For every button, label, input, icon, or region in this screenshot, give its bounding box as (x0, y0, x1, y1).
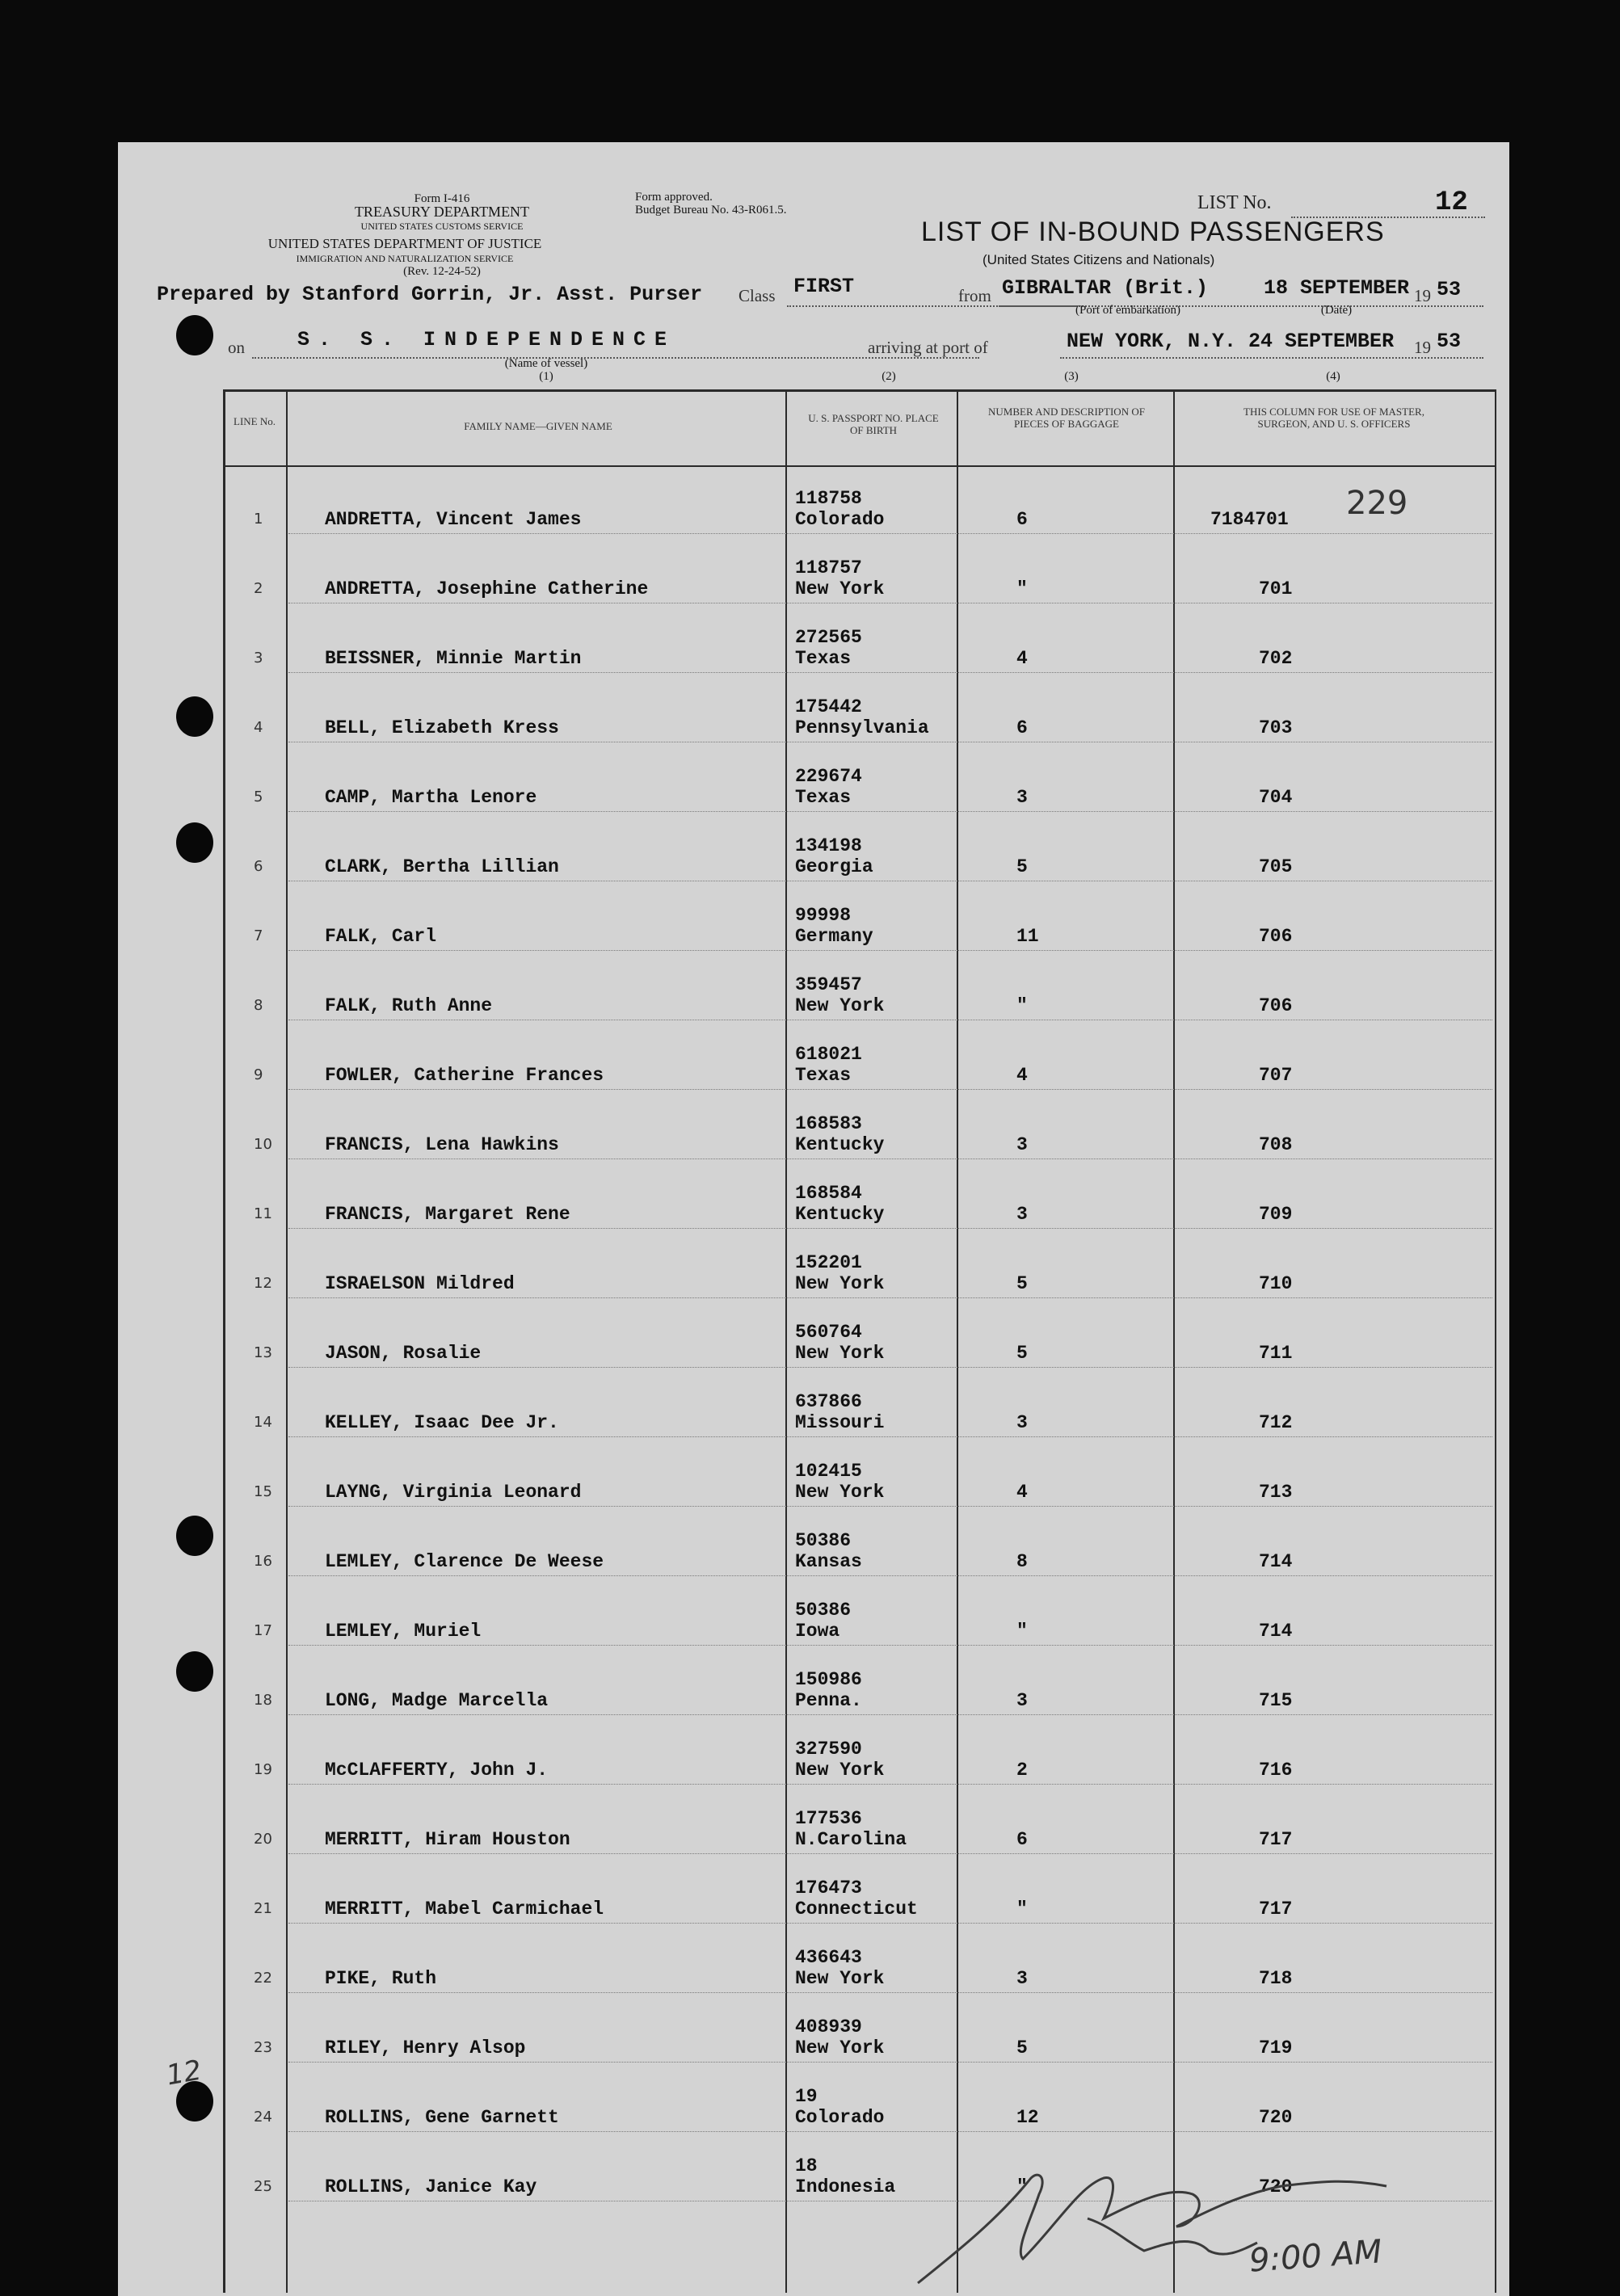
passenger-name: ANDRETTA, Josephine Catherine (325, 578, 649, 599)
passport-number: 168583 (795, 1113, 862, 1134)
row-separator (288, 1714, 1492, 1715)
form-revision: (Rev. 12-24-52) (403, 265, 481, 278)
line-number: 15 (254, 1483, 272, 1500)
place-of-birth: New York (795, 995, 885, 1016)
table-row (118, 475, 1509, 545)
baggage-count: " (1016, 1899, 1028, 1920)
passenger-name: FRANCIS, Margaret Rene (325, 1204, 570, 1225)
baggage-header: NUMBER AND DESCRIPTION OF PIECES OF BAGGAGE (988, 406, 1145, 430)
table-row (118, 961, 1509, 1031)
table-row (118, 892, 1509, 961)
baggage-count: " (1016, 995, 1028, 1016)
officer-number: 711 (1259, 1343, 1293, 1364)
table-row (118, 614, 1509, 683)
table-row (118, 1378, 1509, 1448)
passport-birth-header: U. S. PASSPORT NO. PLACE OF BIRTH (808, 412, 939, 436)
line-number: 14 (254, 1414, 272, 1431)
passport-number: 175442 (795, 696, 862, 717)
row-separator (288, 1645, 1492, 1646)
passport-number: 560764 (795, 1322, 862, 1343)
place-of-birth: Germany (795, 926, 873, 947)
place-of-birth: Iowa (795, 1621, 840, 1642)
table-row (118, 822, 1509, 892)
line-number: 17 (254, 1622, 272, 1639)
officer-number: 707 (1259, 1065, 1293, 1086)
baggage-count: 12 (1016, 2107, 1039, 2128)
table-row (118, 753, 1509, 822)
passenger-name: LONG, Madge Marcella (325, 1690, 549, 1711)
baggage-count: 3 (1016, 787, 1028, 808)
table-row (118, 1795, 1509, 1865)
passport-number: 102415 (795, 1461, 862, 1482)
line-number: 6 (254, 858, 263, 875)
officer-number: 714 (1259, 1621, 1293, 1642)
line-number: 9 (254, 1066, 263, 1083)
passenger-name: MERRITT, Hiram Houston (325, 1829, 570, 1850)
passport-number: 177536 (795, 1808, 862, 1829)
passport-number: 168584 (795, 1183, 862, 1204)
officer-number: 704 (1259, 787, 1293, 808)
table-row (118, 1239, 1509, 1309)
embarkation-port: GIBRALTAR (Brit.) (1002, 276, 1209, 300)
passenger-name: ROLLINS, Janice Kay (325, 2176, 537, 2197)
place-of-birth: Georgia (795, 856, 873, 877)
line-number: 13 (254, 1344, 272, 1361)
place-of-birth: New York (795, 2037, 885, 2058)
passport-number: 150986 (795, 1669, 862, 1690)
row-separator (288, 1089, 1492, 1090)
table-row (118, 1934, 1509, 2004)
passenger-name: LEMLEY, Clarence De Weese (325, 1551, 604, 1572)
passenger-name: RILEY, Henry Alsop (325, 2037, 526, 2058)
officer-number: 706 (1259, 995, 1293, 1016)
list-no-label: LIST No. (1197, 192, 1272, 213)
baggage-count: 2 (1016, 1760, 1028, 1781)
form-approved: Form approved. (635, 191, 713, 204)
line-number: 22 (254, 1970, 272, 1987)
punch-hole (176, 315, 213, 355)
column-2-caption: (2) (882, 370, 896, 383)
place-of-birth: New York (795, 1968, 885, 1989)
row-separator (288, 2062, 1492, 2063)
officer-number: 7184701 (1210, 509, 1289, 530)
table-row (118, 1726, 1509, 1795)
table-row (118, 1587, 1509, 1656)
baggage-count: 3 (1016, 1204, 1028, 1225)
line-number: 7 (254, 927, 263, 944)
passport-number: 19 (795, 2086, 818, 2107)
vessel-caption: (Name of vessel) (504, 357, 588, 370)
passport-number: 50386 (795, 1530, 852, 1551)
handwritten-time-note: 9:00 AM (1248, 2233, 1383, 2280)
officer-number: 703 (1259, 717, 1293, 738)
place-of-birth: Kentucky (795, 1204, 885, 1225)
line-number: 19 (254, 1761, 272, 1778)
line-number: 10 (254, 1136, 272, 1153)
officer-number: 715 (1259, 1690, 1293, 1711)
line-number: 1 (254, 511, 263, 528)
officer-number: 702 (1259, 648, 1293, 669)
place-of-birth: Texas (795, 787, 852, 808)
passenger-name: FALK, Carl (325, 926, 437, 947)
passport-number: 118757 (795, 557, 862, 578)
passenger-name: FOWLER, Catherine Frances (325, 1065, 604, 1086)
class-label: Class (738, 286, 776, 305)
place-of-birth: N.Carolina (795, 1829, 907, 1850)
column-1-caption: (1) (539, 370, 553, 383)
table-row (118, 1517, 1509, 1587)
from-label: from (958, 286, 991, 305)
line-number: 3 (254, 650, 263, 667)
table-row (118, 1656, 1509, 1726)
passport-number: 436643 (795, 1947, 862, 1968)
department-of-justice: UNITED STATES DEPARTMENT OF JUSTICE (267, 236, 542, 251)
officer-number: 720 (1259, 2176, 1293, 2197)
baggage-count: 3 (1016, 1968, 1028, 1989)
officer-number: 713 (1259, 1482, 1293, 1503)
officer-number: 717 (1259, 1829, 1293, 1850)
passport-number: 152201 (795, 1252, 862, 1273)
officer-number: 708 (1259, 1134, 1293, 1155)
place-of-birth: Indonesia (795, 2176, 896, 2197)
budget-bureau: Budget Bureau No. 43-R061.5. (635, 204, 787, 217)
passenger-name: CAMP, Martha Lenore (325, 787, 537, 808)
row-separator (288, 1992, 1492, 1993)
line-number: 23 (254, 2039, 272, 2056)
line-number: 4 (254, 719, 263, 736)
passenger-name: BEISSNER, Minnie Martin (325, 648, 582, 669)
passenger-name: ANDRETTA, Vincent James (325, 509, 582, 530)
officer-number: 716 (1259, 1760, 1293, 1781)
table-row (118, 1448, 1509, 1517)
manifest-subtitle: (United States Citizens and Nationals) (983, 252, 1215, 267)
arriving-label: arriving at port of (868, 338, 988, 357)
passenger-name: MERRITT, Mabel Carmichael (325, 1899, 604, 1920)
place-of-birth: Texas (795, 648, 852, 669)
arrival-year-suffix: 53 (1437, 330, 1462, 353)
handwritten-stamp-number: 229 (1346, 485, 1408, 522)
table-row (118, 1309, 1509, 1378)
line-number: 16 (254, 1553, 272, 1570)
handwritten-margin-number: 12 (163, 2054, 204, 2092)
prepared-by: Prepared by Stanford Gorrin, Jr. Asst. Purser (157, 283, 703, 306)
baggage-count: 3 (1016, 1412, 1028, 1433)
table-row (118, 1865, 1509, 1934)
place-of-birth: Texas (795, 1065, 852, 1086)
baggage-count: 5 (1016, 1273, 1028, 1294)
row-separator (288, 1297, 1492, 1298)
place-of-birth: Penna. (795, 1690, 862, 1711)
row-separator (288, 1228, 1492, 1229)
row-separator (288, 1575, 1492, 1576)
officer-number: 705 (1259, 856, 1293, 877)
naturalization-service: IMMIGRATION AND NATURALIZATION SERVICE (296, 253, 514, 264)
passenger-name: JASON, Rosalie (325, 1343, 482, 1364)
row-separator (288, 1853, 1492, 1854)
table-row (118, 683, 1509, 753)
table-row (118, 1100, 1509, 1170)
officer-signature (902, 2130, 1467, 2291)
place-of-birth: Pennsylvania (795, 717, 929, 738)
baggage-count: 4 (1016, 648, 1028, 669)
form-number: Form I-416 (414, 192, 470, 205)
column-4-caption: (4) (1326, 370, 1340, 383)
officer-number: 720 (1259, 2107, 1293, 2128)
line-number: 2 (254, 580, 263, 597)
baggage-count: 5 (1016, 2037, 1028, 2058)
line-number: 12 (254, 1275, 272, 1292)
officer-number: 717 (1259, 1899, 1293, 1920)
passport-number: 327590 (795, 1739, 862, 1760)
column-3-caption: (3) (1064, 370, 1079, 383)
officers-header: THIS COLUMN FOR USE OF MASTER, SURGEON, AND U. S. OFFICERS (1243, 406, 1424, 430)
table-row (118, 1031, 1509, 1100)
passport-number: 637866 (795, 1391, 862, 1412)
officer-number: 710 (1259, 1273, 1293, 1294)
baggage-count: " (1016, 2176, 1028, 2197)
departure-date: 18 SEPTEMBER (1264, 276, 1410, 300)
baggage-count: 11 (1016, 926, 1039, 947)
arrival-year-prefix: 19 (1414, 338, 1431, 357)
list-number: 12 (1435, 187, 1468, 218)
vessel-name: S. S. INDEPENDENCE (297, 328, 676, 351)
place-of-birth: Colorado (795, 2107, 885, 2128)
manifest-title: LIST OF IN-BOUND PASSENGERS (921, 217, 1385, 247)
officer-number: 706 (1259, 926, 1293, 947)
officer-number: 712 (1259, 1412, 1293, 1433)
passenger-name: McCLAFFERTY, John J. (325, 1760, 549, 1781)
line-number: 20 (254, 1831, 272, 1848)
passport-number: 50386 (795, 1600, 852, 1621)
class-value: FIRST (793, 275, 855, 298)
passport-number: 408939 (795, 2016, 862, 2037)
family-name-header: FAMILY NAME—GIVEN NAME (464, 420, 612, 432)
year-suffix: 53 (1437, 278, 1462, 301)
baggage-count: 6 (1016, 509, 1028, 530)
line-number: 11 (254, 1205, 272, 1222)
place-of-birth: New York (795, 578, 885, 599)
row-separator (288, 1923, 1492, 1924)
baggage-count: 5 (1016, 856, 1028, 877)
line-number: 8 (254, 997, 263, 1014)
passenger-name: KELLEY, Isaac Dee Jr. (325, 1412, 559, 1433)
baggage-count: 3 (1016, 1690, 1028, 1711)
officer-number: 714 (1259, 1551, 1293, 1572)
row-separator (288, 1367, 1492, 1368)
arrival-port-date: NEW YORK, N.Y. 24 SEPTEMBER (1067, 330, 1395, 353)
passenger-name: BELL, Elizabeth Kress (325, 717, 559, 738)
passport-number: 18 (795, 2155, 818, 2176)
place-of-birth: New York (795, 1482, 885, 1503)
row-separator (288, 1784, 1492, 1785)
passenger-manifest-page (118, 142, 1509, 2296)
officer-number: 709 (1259, 1204, 1293, 1225)
passport-number: 229674 (795, 766, 862, 787)
passenger-name: ROLLINS, Gene Garnett (325, 2107, 559, 2128)
officer-number: 719 (1259, 2037, 1293, 2058)
table-row (118, 2004, 1509, 2073)
place-of-birth: Kansas (795, 1551, 862, 1572)
passenger-name: FALK, Ruth Anne (325, 995, 493, 1016)
line-number: 24 (254, 2109, 272, 2126)
table-header-rule (223, 465, 1496, 467)
row-separator (288, 533, 1492, 534)
passenger-name: LEMLEY, Muriel (325, 1621, 482, 1642)
year-prefix: 19 (1414, 286, 1431, 305)
place-of-birth: New York (795, 1273, 885, 1294)
line-number: 21 (254, 1900, 272, 1917)
table-row (118, 545, 1509, 614)
date-caption: (Date) (1320, 304, 1353, 317)
passport-number: 99998 (795, 905, 852, 926)
baggage-count: 3 (1016, 1134, 1028, 1155)
table-top-rule (223, 389, 1496, 392)
row-separator (288, 672, 1492, 673)
baggage-count: " (1016, 578, 1028, 599)
passport-number: 359457 (795, 974, 862, 995)
on-label: on (228, 338, 245, 357)
baggage-count: 4 (1016, 1065, 1028, 1086)
treasury-department: TREASURY DEPARTMENT (354, 204, 530, 220)
baggage-count: " (1016, 1621, 1028, 1642)
line-number: 18 (254, 1692, 272, 1709)
row-separator (288, 1436, 1492, 1437)
passenger-name: FRANCIS, Lena Hawkins (325, 1134, 559, 1155)
baggage-count: 8 (1016, 1551, 1028, 1572)
passenger-name: CLARK, Bertha Lillian (325, 856, 559, 877)
officer-number: 718 (1259, 1968, 1293, 1989)
passport-number: 176473 (795, 1878, 862, 1899)
baggage-count: 6 (1016, 717, 1028, 738)
table-row (118, 1170, 1509, 1239)
baggage-count: 5 (1016, 1343, 1028, 1364)
line-number: 5 (254, 788, 263, 805)
row-separator (288, 811, 1492, 812)
place-of-birth: Kentucky (795, 1134, 885, 1155)
place-of-birth: Connecticut (795, 1899, 918, 1920)
row-separator (288, 1506, 1492, 1507)
place-of-birth: New York (795, 1760, 885, 1781)
place-of-birth: Colorado (795, 509, 885, 530)
place-of-birth: New York (795, 1343, 885, 1364)
customs-service: UNITED STATES CUSTOMS SERVICE (360, 221, 524, 232)
passenger-name: PIKE, Ruth (325, 1968, 437, 1989)
passport-number: 618021 (795, 1044, 862, 1065)
passenger-name: ISRAELSON Mildred (325, 1273, 515, 1294)
passport-number: 272565 (795, 627, 862, 648)
passenger-name: LAYNG, Virginia Leonard (325, 1482, 582, 1503)
line-no-header: LINE No. (234, 415, 276, 427)
baggage-count: 4 (1016, 1482, 1028, 1503)
officer-number: 701 (1259, 578, 1293, 599)
place-of-birth: Missouri (795, 1412, 885, 1433)
row-separator (288, 950, 1492, 951)
baggage-count: 6 (1016, 1829, 1028, 1850)
line-number: 25 (254, 2178, 272, 2195)
port-caption: (Port of embarkation) (1075, 304, 1180, 317)
passport-number: 134198 (795, 835, 862, 856)
passport-number: 118758 (795, 488, 862, 509)
